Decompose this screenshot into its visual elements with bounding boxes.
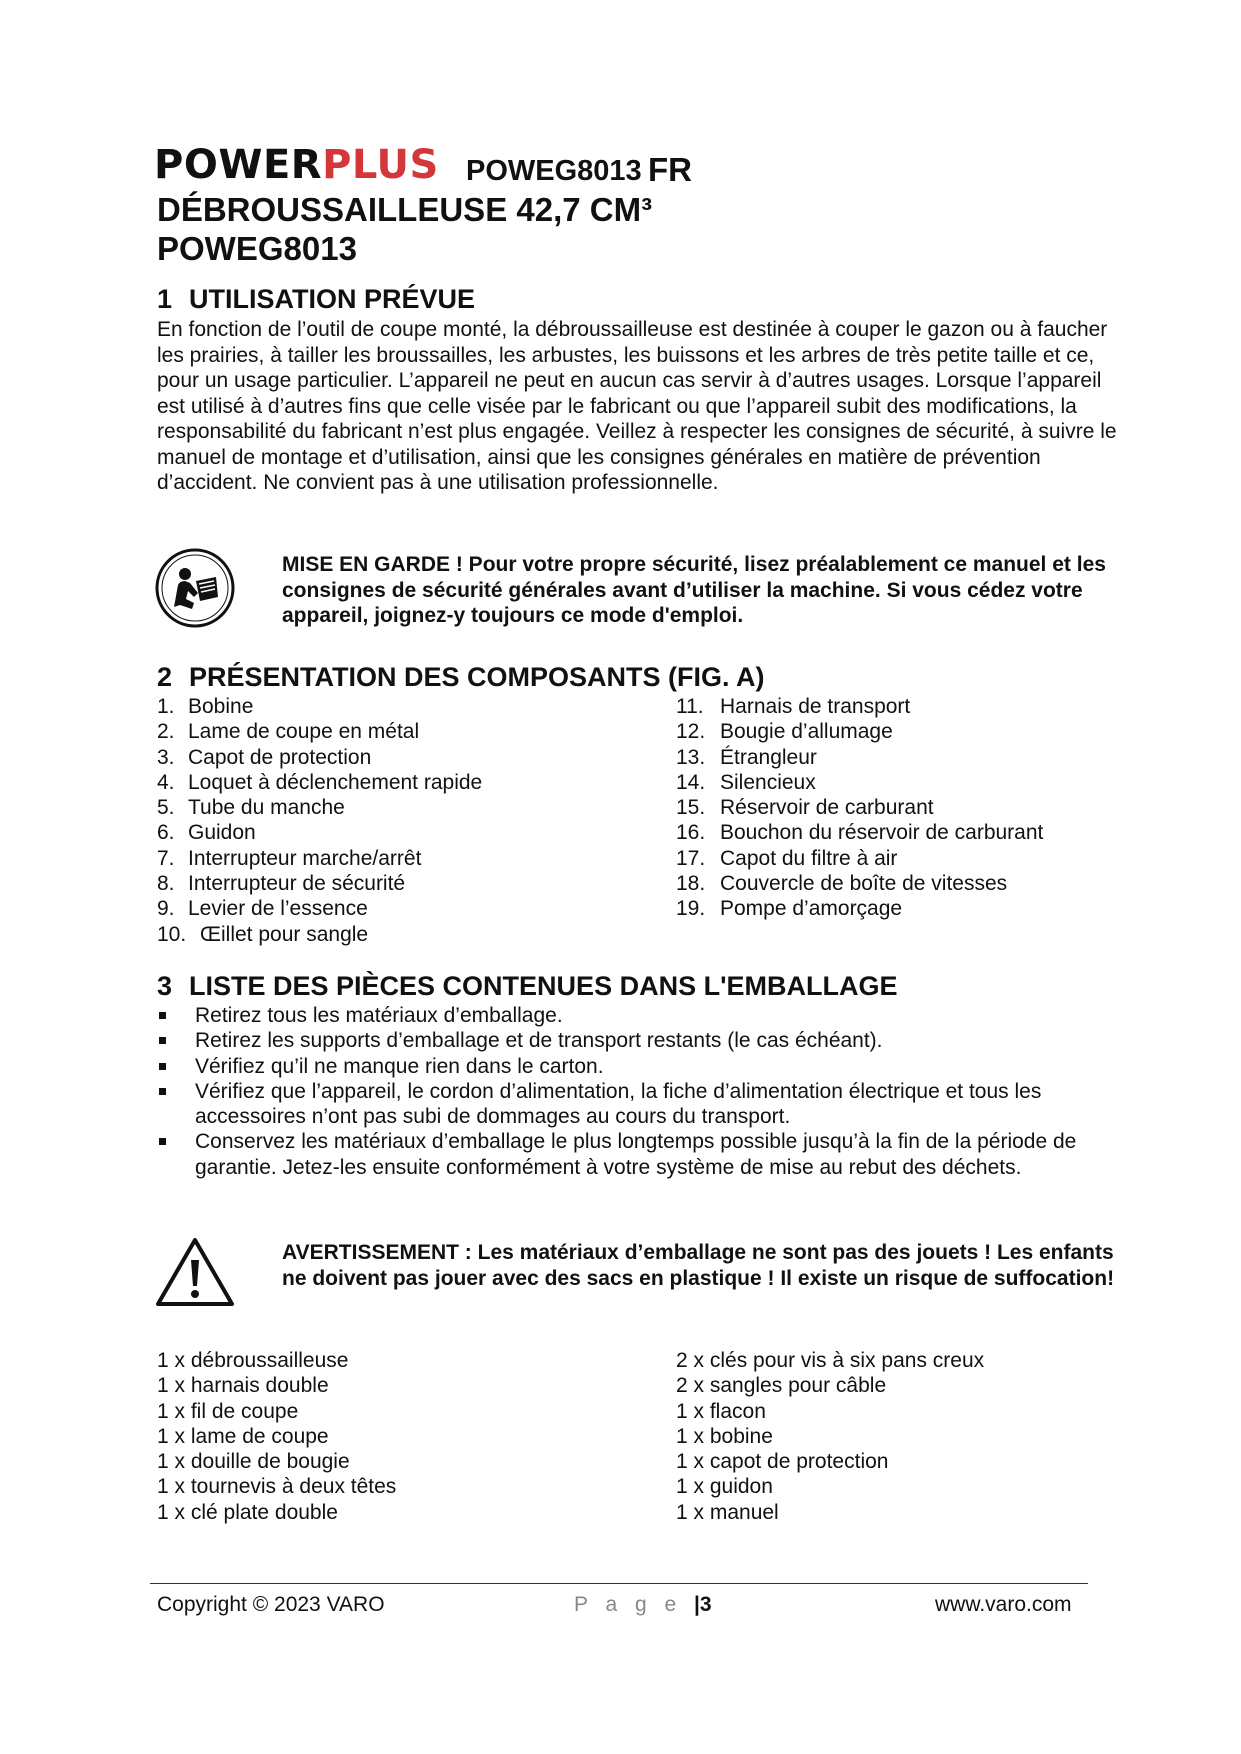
item-number: 7. (157, 846, 175, 870)
item-label: Œillet pour sangle (200, 922, 369, 946)
item-label: Capot de protection (188, 745, 372, 769)
bullet-item: Conservez les matériaux d’emballage le plus longtemps possible jusqu’à la fin de la période de garantie. Jetez-les ensuite conformément à votre système de mise au rebut des déchets. (157, 1129, 1117, 1180)
item-number: 14. (676, 770, 706, 794)
list-item (676, 719, 1043, 744)
list-item (676, 846, 1043, 871)
list-item: 2 x sangles pour câble (676, 1374, 887, 1398)
item-label: Loquet à déclenchement rapide (188, 770, 483, 794)
section-title: PRÉSENTATION DES COMPOSANTS (FIG. A) (189, 662, 765, 692)
list-item (157, 719, 482, 744)
components-list-right (676, 694, 1043, 922)
item-number: 10. (157, 922, 187, 946)
bullet-item: Retirez tous les matériaux d’emballage. (157, 1003, 1117, 1028)
item-label: Harnais de transport (720, 695, 911, 718)
section-1-body: En fonction de l’outil de coupe monté, la débroussailleuse est destinée à couper le gazon ou à faucher les prairies, à tailler les broussailles, les arbustes, les buissons et les arbres de très petite taille et ce, pour un usage particulier. L’appareil ne peut en aucun cas servir à d’autres usages. Lorsque l’appareil est utilisé à d’autres fins que celle visée par le fabricant ou que l’appareil subit des modifications, la responsabilité du fabricant n’est plus engagée. Veillez à respecter les consignes de sécurité, à suivre le manuel de montage et d’utilisation, ainsi que les consignes générales en matière de prévention d’accident. Ne convient pas à une utilisation professionnelle. (157, 318, 1117, 494)
list-item (676, 694, 1043, 719)
item-label: Bouchon du réservoir de carburant (720, 821, 1044, 845)
read-manual-icon (154, 547, 236, 629)
footer-divider (150, 1583, 1088, 1584)
section-title: UTILISATION PRÉVUE (189, 284, 476, 314)
item-number: 1. (157, 695, 175, 718)
item-label: Interrupteur marche/arrêt (188, 846, 422, 870)
item-label: Bobine (188, 695, 254, 718)
list-item: 1 x douille de bougie (157, 1450, 350, 1474)
list-item (676, 820, 1043, 845)
list-item (157, 745, 482, 770)
unpacking-instructions (157, 1003, 1117, 1180)
packaging-warning-text: AVERTISSEMENT : Les matériaux d’emballage ne sont pas des jouets ! Les enfants ne doivent pas jouer avec des sacs en plastique ! Il existe un risque de suffocation! (282, 1241, 1115, 1290)
footer-website: www.varo.com (935, 1593, 1072, 1616)
header-model: POWEG8013 (466, 155, 642, 187)
footer-copyright: Copyright © 2023 VARO (157, 1593, 385, 1616)
list-item (157, 694, 482, 719)
section-3-heading (157, 970, 898, 1002)
bullet-item: Retirez les supports d’emballage et de transport restants (le cas échéant). (157, 1028, 1117, 1053)
item-number: 15. (676, 796, 706, 820)
section-number: 2 (157, 662, 173, 692)
item-number: 11. (676, 695, 704, 718)
list-item (676, 896, 1043, 921)
list-item (676, 871, 1043, 896)
list-item: 1 x harnais double (157, 1374, 329, 1398)
list-item (676, 795, 1043, 820)
section-1-heading (157, 283, 475, 315)
item-number: 4. (157, 770, 175, 794)
bullet-item: Vérifiez qu’il ne manque rien dans le carton. (157, 1054, 1117, 1079)
language-code: FR (648, 151, 692, 188)
page-subtitle: POWEG8013 (157, 230, 357, 267)
section-number: 3 (157, 971, 173, 1001)
list-item: 2 x clés pour vis à six pans creux (676, 1349, 985, 1372)
section-number: 1 (157, 284, 173, 314)
bullet-item: Vérifiez que l’appareil, le cordon d’alimentation, la fiche d’alimentation électrique et tous les accessoires n’ont pas subi de dommages au cours du transport. (157, 1079, 1117, 1130)
list-item: 1 x clé plate double (157, 1500, 338, 1524)
page-label: P a g e (574, 1593, 683, 1616)
list-item (157, 871, 482, 896)
list-item: 1 x tournevis à deux têtes (157, 1475, 397, 1499)
list-item: 1 x lame de coupe (157, 1424, 329, 1448)
list-item (157, 820, 482, 845)
list-item (676, 745, 1043, 770)
section-title: LISTE DES PIÈCES CONTENUES DANS L'EMBALLAGE (189, 971, 898, 1001)
list-item: 1 x débroussailleuse (157, 1349, 349, 1372)
section-2-heading (157, 661, 765, 693)
list-item: 1 x manuel (676, 1500, 779, 1524)
list-item: 1 x guidon (676, 1475, 773, 1499)
list-item: 1 x flacon (676, 1399, 766, 1423)
list-item: 1 x fil de coupe (157, 1399, 299, 1423)
item-label: Étrangleur (720, 745, 817, 769)
list-item (157, 922, 482, 947)
item-number: 2. (157, 720, 175, 744)
item-label: Lame de coupe en métal (188, 720, 420, 744)
item-label: Silencieux (720, 770, 816, 794)
item-number: 6. (157, 821, 175, 845)
item-number: 19. (676, 897, 706, 921)
item-label: Couvercle de boîte de vitesses (720, 872, 1008, 896)
brand-logo-plus: PLUS (322, 142, 439, 188)
item-label: Levier de l’essence (188, 897, 368, 921)
list-item (157, 770, 482, 795)
parts-list-left (157, 1348, 396, 1525)
item-number: 13. (676, 745, 706, 769)
page-number: 3 (699, 1593, 712, 1616)
item-label: Interrupteur de sécurité (188, 872, 406, 896)
list-item: 1 x capot de protection (676, 1450, 889, 1474)
parts-list-right (676, 1348, 984, 1525)
list-item (157, 846, 482, 871)
item-number: 12. (676, 720, 706, 744)
list-item (676, 770, 1043, 795)
footer-page-indicator (574, 1592, 712, 1618)
item-number: 9. (157, 897, 175, 921)
brand-logo-power: POWER (154, 142, 323, 188)
item-label: Réservoir de carburant (720, 796, 934, 820)
item-label: Capot du filtre à air (720, 846, 898, 870)
item-label: Bougie d’allumage (720, 720, 893, 744)
item-number: 5. (157, 796, 175, 820)
list-item (157, 795, 482, 820)
item-number: 17. (676, 846, 706, 870)
list-item (157, 896, 482, 921)
warning-triangle-icon (154, 1236, 236, 1308)
brand-logo (154, 142, 439, 188)
list-item: 1 x bobine (676, 1424, 773, 1448)
page-title: DÉBROUSSAILLEUSE 42,7 CM³ (157, 191, 653, 228)
item-number: 8. (157, 872, 175, 896)
item-label: Pompe d’amorçage (720, 897, 903, 921)
components-list-left (157, 694, 482, 947)
item-label: Tube du manche (188, 796, 345, 820)
item-number: 18. (676, 872, 706, 896)
safety-warning-text: MISE EN GARDE ! Pour votre propre sécurité, lisez préalablement ce manuel et les consignes de sécurité générales avant d’utiliser la machine. Si vous cédez votre appareil, joignez-y toujours ce mode d'emploi. (282, 553, 1106, 627)
item-number: 3. (157, 745, 175, 769)
item-label: Guidon (188, 821, 256, 845)
item-number: 16. (676, 821, 706, 845)
page-separator: | (694, 1593, 700, 1616)
